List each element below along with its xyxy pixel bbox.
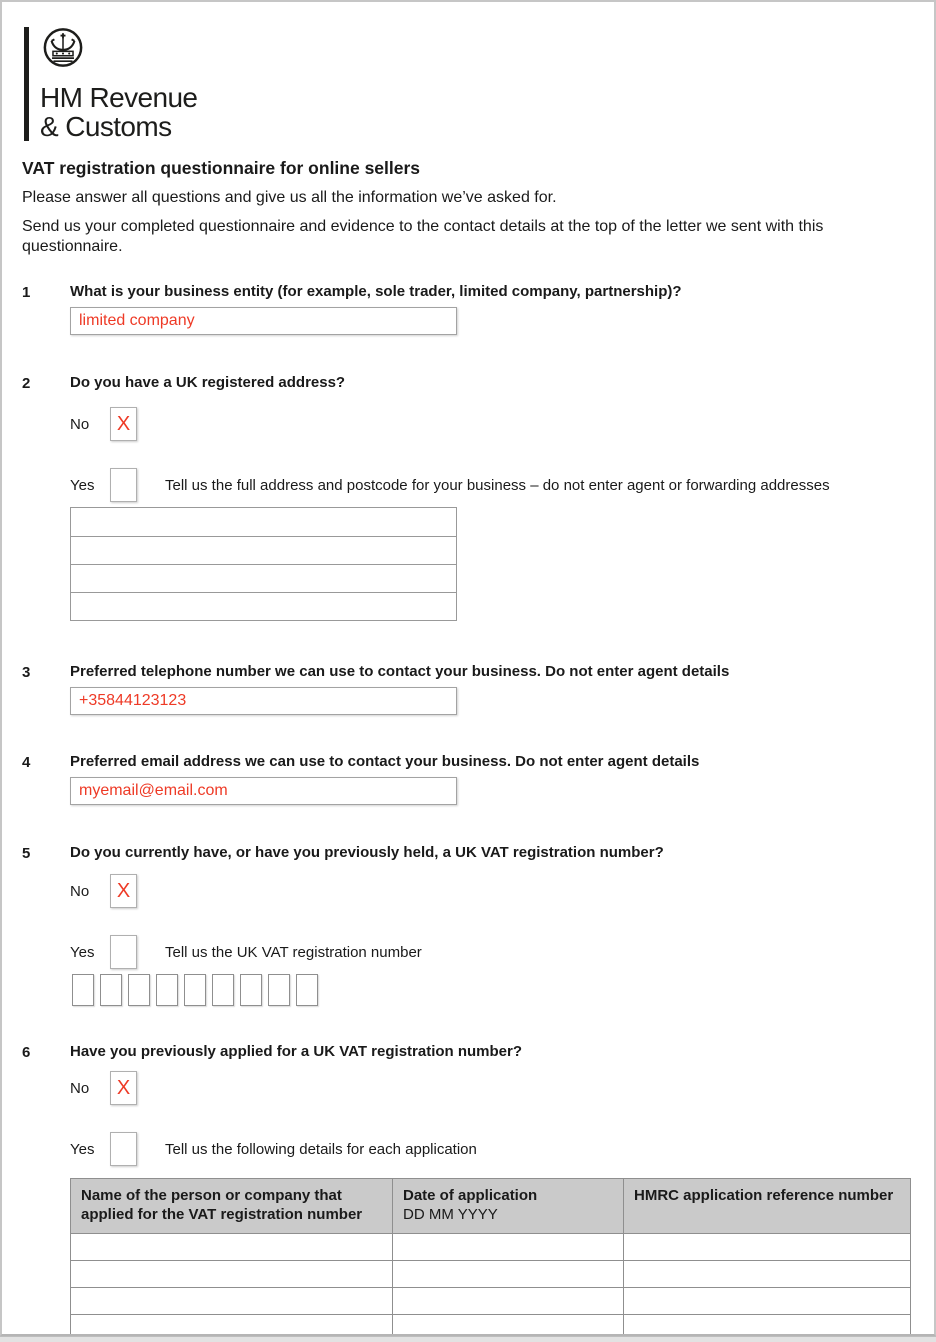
address-line-4[interactable] xyxy=(71,592,456,620)
question-1 xyxy=(22,283,914,335)
question-2-number: 2 xyxy=(22,375,31,392)
previous-applications-table xyxy=(70,1178,911,1336)
question-4 xyxy=(22,753,914,805)
table-row xyxy=(71,1261,911,1288)
cell-date-2[interactable] xyxy=(393,1261,624,1288)
header-date-format: DD MM YYYY xyxy=(403,1206,498,1223)
q2-no-label: No xyxy=(70,415,90,433)
table-row xyxy=(71,1288,911,1315)
hmrc-logo xyxy=(24,27,934,141)
intro-paragraph-2: Send us your completed questionnaire and evidence to the contact details at the top of the letter we sent with this questionnaire. xyxy=(22,218,824,255)
question-1-text: What is your business entity (for example, sole trader, limited company, partnership)? xyxy=(70,283,682,300)
intro-paragraph-1: Please answer all questions and give us all the information we’ve asked for. xyxy=(22,189,557,206)
question-6-text: Have you previously applied for a UK VAT registration number? xyxy=(70,1043,523,1060)
logo-line-2: & Customs xyxy=(40,111,172,142)
question-1-number: 1 xyxy=(22,284,31,301)
q2-no-checkbox[interactable] xyxy=(110,407,137,441)
business-entity-input[interactable] xyxy=(70,307,457,335)
header-reference-number: HMRC application reference number xyxy=(624,1179,911,1234)
table-row xyxy=(71,1234,911,1261)
address-line-1[interactable] xyxy=(71,508,456,536)
q2-yes-label: Yes xyxy=(70,476,95,494)
cell-date-4[interactable] xyxy=(393,1315,624,1337)
q6-yes-checkbox[interactable] xyxy=(110,1132,137,1166)
crown-icon xyxy=(40,56,86,73)
q6-no-label: No xyxy=(70,1079,90,1097)
cell-ref-3[interactable] xyxy=(624,1288,911,1315)
question-4-text: Preferred email address we can use to contact your business. Do not enter agent details xyxy=(70,753,700,770)
q5-yes-checkbox[interactable] xyxy=(110,935,137,969)
q2-no-mark: X xyxy=(116,412,131,435)
q2-yes-checkbox[interactable] xyxy=(110,468,137,502)
question-5 xyxy=(22,844,914,1006)
q5-yes-note: Tell us the UK VAT registration number xyxy=(165,943,422,961)
question-3-text: Preferred telephone number we can use to contact your business. Do not enter agent details xyxy=(70,663,730,680)
q5-no-checkbox[interactable] xyxy=(110,874,137,908)
cell-name-4[interactable] xyxy=(71,1315,393,1337)
q6-no-checkbox[interactable] xyxy=(110,1071,137,1105)
vat-digit-box-9[interactable] xyxy=(296,974,318,1006)
q5-yes-label: Yes xyxy=(70,943,95,961)
cell-ref-2[interactable] xyxy=(624,1261,911,1288)
logo-vertical-bar xyxy=(24,27,29,141)
q2-yes-note: Tell us the full address and postcode for your business – do not enter agent or forwarding addresses xyxy=(165,476,830,494)
question-3 xyxy=(22,663,914,715)
table-header-row xyxy=(71,1179,911,1234)
cell-name-3[interactable] xyxy=(71,1288,393,1315)
vat-digit-box-2[interactable] xyxy=(100,974,122,1006)
email-value: myemail@email.com xyxy=(79,782,228,799)
question-6-number: 6 xyxy=(22,1044,31,1061)
vat-digit-box-1[interactable] xyxy=(72,974,94,1006)
telephone-input[interactable] xyxy=(70,687,457,715)
question-3-number: 3 xyxy=(22,664,31,681)
q6-yes-note: Tell us the following details for each application xyxy=(165,1140,477,1158)
q6-no-mark: X xyxy=(116,1076,131,1099)
q5-no-mark: X xyxy=(116,879,131,902)
email-input[interactable] xyxy=(70,777,457,805)
logo-wordmark xyxy=(40,83,197,141)
q5-no-label: No xyxy=(70,882,90,900)
cell-ref-1[interactable] xyxy=(624,1234,911,1261)
uk-address-lines xyxy=(70,507,457,621)
question-2 xyxy=(22,374,914,621)
q6-yes-label: Yes xyxy=(70,1140,95,1158)
question-4-number: 4 xyxy=(22,754,31,771)
cell-date-3[interactable] xyxy=(393,1288,624,1315)
cell-ref-4[interactable] xyxy=(624,1315,911,1337)
vat-number-boxes xyxy=(72,974,914,1006)
vat-digit-box-4[interactable] xyxy=(156,974,178,1006)
page-bottom-edge xyxy=(0,1336,936,1342)
header-applicant-name: Name of the person or company that applied for the VAT registration number xyxy=(71,1179,393,1234)
address-line-3[interactable] xyxy=(71,564,456,592)
table-row xyxy=(71,1315,911,1337)
cell-name-1[interactable] xyxy=(71,1234,393,1261)
vat-digit-box-7[interactable] xyxy=(240,974,262,1006)
question-6 xyxy=(22,1043,914,1336)
vat-digit-box-3[interactable] xyxy=(128,974,150,1006)
telephone-value: +35844123123 xyxy=(79,692,187,709)
page-title: VAT registration questionnaire for online sellers xyxy=(22,158,421,178)
question-5-number: 5 xyxy=(22,845,31,862)
business-entity-value: limited company xyxy=(79,312,195,329)
address-line-2[interactable] xyxy=(71,536,456,564)
logo-line-1: HM Revenue xyxy=(40,82,198,113)
vat-digit-box-6[interactable] xyxy=(212,974,234,1006)
question-2-text: Do you have a UK registered address? xyxy=(70,374,346,391)
cell-date-1[interactable] xyxy=(393,1234,624,1261)
vat-digit-box-8[interactable] xyxy=(268,974,290,1006)
question-5-text: Do you currently have, or have you previously held, a UK VAT registration number? xyxy=(70,844,664,861)
header-application-date: Date of application DD MM YYYY xyxy=(393,1179,624,1234)
vat-digit-box-5[interactable] xyxy=(184,974,206,1006)
cell-name-2[interactable] xyxy=(71,1261,393,1288)
